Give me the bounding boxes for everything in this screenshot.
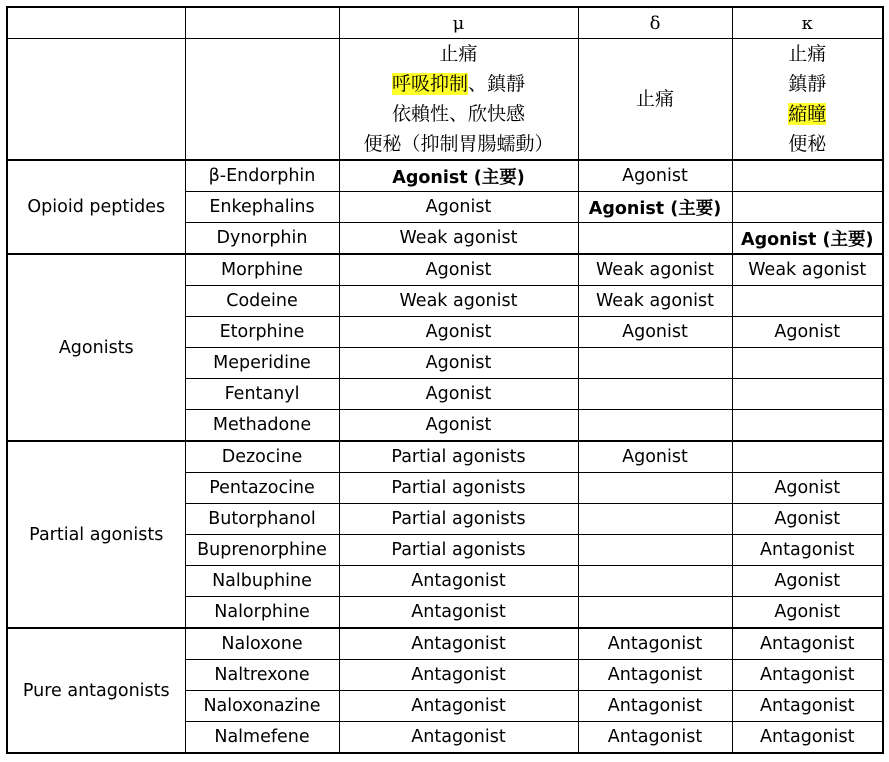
mu-cell: Partial agonists <box>339 441 578 473</box>
delta-cell <box>578 473 732 504</box>
delta-cell: Agonist <box>578 441 732 473</box>
drug-name: Naltrexone <box>185 660 339 691</box>
table-row <box>7 160 883 192</box>
drug-name: Butorphanol <box>185 504 339 535</box>
mu-cell: Agonist <box>339 348 578 379</box>
drug-name: Naloxonazine <box>185 691 339 722</box>
mu-effects <box>339 39 578 161</box>
kappa-cell: Agonist <box>732 504 883 535</box>
kappa-effect-line: 便秘 <box>788 133 827 155</box>
kappa-effect-line: 止痛 <box>788 43 827 65</box>
delta-cell: Weak agonist <box>578 254 732 286</box>
receptor-header-row <box>7 7 883 39</box>
kappa-cell: Agonist (主要) <box>732 223 883 255</box>
kappa-cell <box>732 192 883 223</box>
drug-name: Methadone <box>185 410 339 442</box>
kappa-cell: Antagonist <box>732 628 883 660</box>
highlighted-effect: 呼吸抑制 <box>391 73 468 95</box>
kappa-effect-line: 鎮靜 <box>788 73 827 95</box>
delta-cell <box>578 379 732 410</box>
delta-cell: Agonist <box>578 160 732 192</box>
group-pure-antagonists: Pure antagonists <box>7 628 185 753</box>
drug-name: Dezocine <box>185 441 339 473</box>
delta-cell: Antagonist <box>578 628 732 660</box>
kappa-cell: Agonist <box>732 597 883 629</box>
kappa-cell <box>732 286 883 317</box>
delta-cell <box>578 348 732 379</box>
kappa-cell: Agonist <box>732 317 883 348</box>
mu-cell: Weak agonist <box>339 223 578 255</box>
kappa-cell: Antagonist <box>732 722 883 754</box>
mu-cell: Weak agonist <box>339 286 578 317</box>
mu-effect-line: 止痛 <box>439 43 478 65</box>
kappa-effect-line <box>733 99 883 129</box>
mu-cell: Antagonist <box>339 722 578 754</box>
mu-cell: Partial agonists <box>339 473 578 504</box>
mu-cell: Antagonist <box>339 566 578 597</box>
mu-effect-line: 便秘（抑制胃腸蠕動） <box>363 133 554 155</box>
delta-cell: Agonist <box>578 317 732 348</box>
mu-cell: Agonist <box>339 317 578 348</box>
delta-cell <box>578 410 732 442</box>
delta-cell: Antagonist <box>578 722 732 754</box>
mu-effect-line <box>340 69 578 99</box>
delta-cell: Antagonist <box>578 691 732 722</box>
mu-cell: Agonist (主要) <box>339 160 578 192</box>
drug-name: Fentanyl <box>185 379 339 410</box>
kappa-cell <box>732 441 883 473</box>
delta-cell <box>578 504 732 535</box>
drug-name: Nalmefene <box>185 722 339 754</box>
drug-name: Buprenorphine <box>185 535 339 566</box>
mu-cell: Partial agonists <box>339 504 578 535</box>
mu-effect-line: 依賴性、欣快感 <box>391 103 525 125</box>
kappa-cell: Agonist <box>732 566 883 597</box>
mu-cell: Antagonist <box>339 628 578 660</box>
mu-cell: Antagonist <box>339 691 578 722</box>
effects-drug-cell <box>185 39 339 161</box>
drug-name: Enkephalins <box>185 192 339 223</box>
kappa-cell: Antagonist <box>732 660 883 691</box>
mu-effect-text: 、鎮靜 <box>468 73 526 95</box>
group-opioid-peptides: Opioid peptides <box>7 160 185 254</box>
drug-name: β-Endorphin <box>185 160 339 192</box>
table-row <box>7 441 883 473</box>
drug-name: Meperidine <box>185 348 339 379</box>
delta-effects <box>578 39 732 161</box>
mu-cell: Antagonist <box>339 597 578 629</box>
delta-effect-line: 止痛 <box>635 88 674 110</box>
delta-cell <box>578 223 732 255</box>
mu-cell: Agonist <box>339 379 578 410</box>
delta-header: δ <box>578 7 732 39</box>
drug-name: Codeine <box>185 286 339 317</box>
kappa-cell <box>732 348 883 379</box>
opioid-receptor-table <box>6 6 884 754</box>
mu-cell: Agonist <box>339 254 578 286</box>
delta-cell <box>578 566 732 597</box>
drug-name: Pentazocine <box>185 473 339 504</box>
kappa-effects <box>732 39 883 161</box>
delta-cell <box>578 597 732 629</box>
kappa-cell: Weak agonist <box>732 254 883 286</box>
table-row <box>7 628 883 660</box>
kappa-cell: Antagonist <box>732 535 883 566</box>
delta-cell: Weak agonist <box>578 286 732 317</box>
drug-name: Morphine <box>185 254 339 286</box>
drug-name: Naloxone <box>185 628 339 660</box>
kappa-cell: Agonist <box>732 473 883 504</box>
drug-name: Nalorphine <box>185 597 339 629</box>
drug-name: Nalbuphine <box>185 566 339 597</box>
effects-row <box>7 39 883 161</box>
table-row <box>7 254 883 286</box>
corner-cell <box>7 7 185 39</box>
delta-cell: Agonist (主要) <box>578 192 732 223</box>
drug-header-cell <box>185 7 339 39</box>
kappa-cell <box>732 379 883 410</box>
mu-cell: Partial agonists <box>339 535 578 566</box>
mu-cell: Agonist <box>339 192 578 223</box>
mu-cell: Antagonist <box>339 660 578 691</box>
group-agonists: Agonists <box>7 254 185 441</box>
kappa-cell: Antagonist <box>732 691 883 722</box>
delta-cell: Antagonist <box>578 660 732 691</box>
group-partial-agonists: Partial agonists <box>7 441 185 628</box>
drug-name: Etorphine <box>185 317 339 348</box>
highlighted-effect: 縮瞳 <box>788 103 827 125</box>
kappa-cell <box>732 160 883 192</box>
mu-cell: Agonist <box>339 410 578 442</box>
drug-name: Dynorphin <box>185 223 339 255</box>
effects-corner-cell <box>7 39 185 161</box>
kappa-header: κ <box>732 7 883 39</box>
delta-cell <box>578 535 732 566</box>
mu-header: μ <box>339 7 578 39</box>
kappa-cell <box>732 410 883 442</box>
